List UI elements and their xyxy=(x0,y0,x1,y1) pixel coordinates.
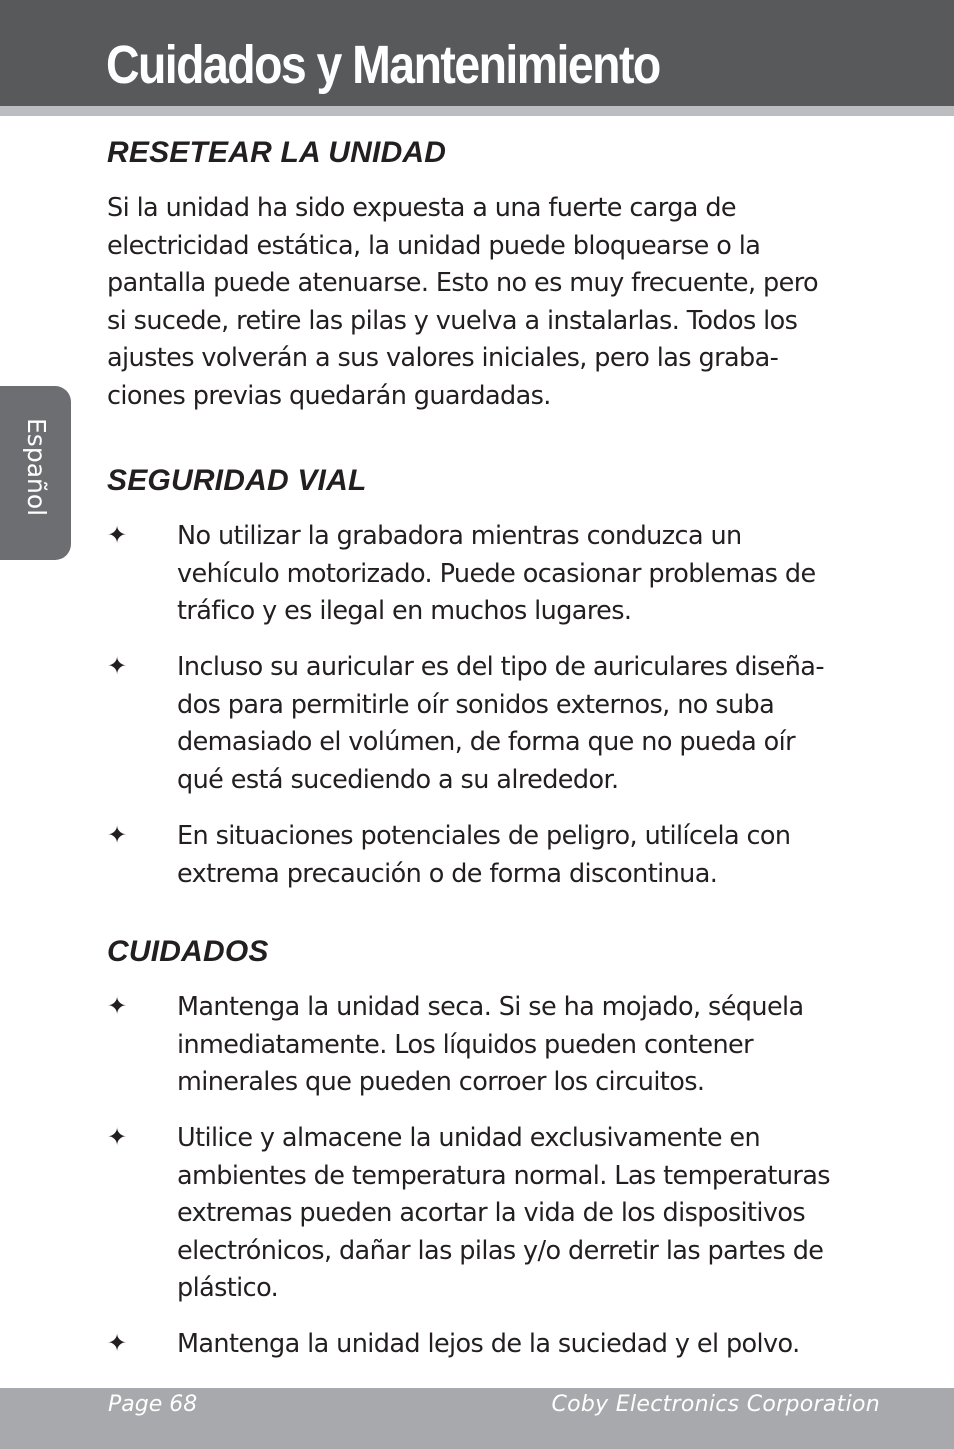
four-point-star-icon: ✦ xyxy=(107,821,128,849)
section-heading-cuidados: CUIDADOS xyxy=(107,935,269,968)
text-line: extremas pueden acortar la vida de los dispositivos xyxy=(177,1198,806,1229)
list-item-text xyxy=(177,818,877,893)
text-line: ambientes de temperatura normal. Las temperaturas xyxy=(177,1160,830,1191)
text-line: extrema precaución o de forma discontinua. xyxy=(177,858,718,889)
paragraph-line: ciones previas quedarán guardadas. xyxy=(107,380,551,411)
list-item-text xyxy=(177,989,877,1102)
text-line: Incluso su auricular es del tipo de auriculares diseña- xyxy=(177,652,824,682)
text-line: Mantenga la unidad seca. Si se ha mojado, séquela xyxy=(177,992,804,1022)
four-point-star-icon: ✦ xyxy=(107,992,128,1020)
text-line: plástico. xyxy=(177,1273,279,1304)
text-line: dos para permitirle oír sonidos externos, no suba xyxy=(177,689,775,720)
four-point-star-icon: ✦ xyxy=(107,521,128,549)
text-line: minerales que pueden corroer los circuitos. xyxy=(177,1067,705,1098)
text-line: No utilizar la grabadora mientras conduzca un xyxy=(177,521,742,551)
language-tab-label: Español xyxy=(22,418,51,517)
section-heading-resetear: RESETEAR LA UNIDAD xyxy=(107,136,447,169)
four-point-star-icon: ✦ xyxy=(107,652,128,680)
list-item-text xyxy=(177,1326,877,1364)
header-divider xyxy=(0,106,954,116)
footer-company: Coby Electronics Corporation xyxy=(551,1392,880,1417)
list-item-text xyxy=(177,1120,877,1308)
text-line: demasiado el volúmen, de forma que no pueda oír xyxy=(177,727,796,758)
paragraph-line: electricidad estática, la unidad puede bloquearse o la xyxy=(107,230,761,261)
text-line: Mantenga la unidad lejos de la suciedad y el polvo. xyxy=(177,1329,800,1359)
text-line: inmediatamente. Los líquidos pueden contener xyxy=(177,1029,754,1060)
four-point-star-icon: ✦ xyxy=(107,1123,128,1151)
text-line: qué está sucediendo a su alrededor. xyxy=(177,764,619,795)
page-number: Page 68 xyxy=(108,1392,198,1417)
paragraph-line: pantalla puede atenuarse. Esto no es muy frecuente, pero xyxy=(107,268,819,299)
paragraph-line: si sucede, retire las pilas y vuelva a instalarlas. Todos los xyxy=(107,305,798,336)
page-title: Cuidados y Mantenimiento xyxy=(106,35,660,95)
paragraph-line: Si la unidad ha sido expuesta a una fuerte carga de xyxy=(107,193,737,223)
section-heading-seguridad: SEGURIDAD VIAL xyxy=(107,464,367,497)
list-item-text xyxy=(177,518,877,631)
list-item-text xyxy=(177,649,877,799)
text-line: Utilice y almacene la unidad exclusivamente en xyxy=(177,1123,761,1153)
text-line: tráfico y es ilegal en muchos lugares. xyxy=(177,596,632,627)
text-line: vehículo motorizado. Puede ocasionar problemas de xyxy=(177,558,816,589)
text-line: En situaciones potenciales de peligro, utilícela con xyxy=(177,821,791,851)
reset-paragraph xyxy=(107,190,877,416)
text-line: electrónicos, dañar las pilas y/o derretir las partes de xyxy=(177,1235,824,1266)
four-point-star-icon: ✦ xyxy=(107,1329,128,1357)
paragraph-line: ajustes volverán a sus valores iniciales, pero las graba- xyxy=(107,343,779,374)
